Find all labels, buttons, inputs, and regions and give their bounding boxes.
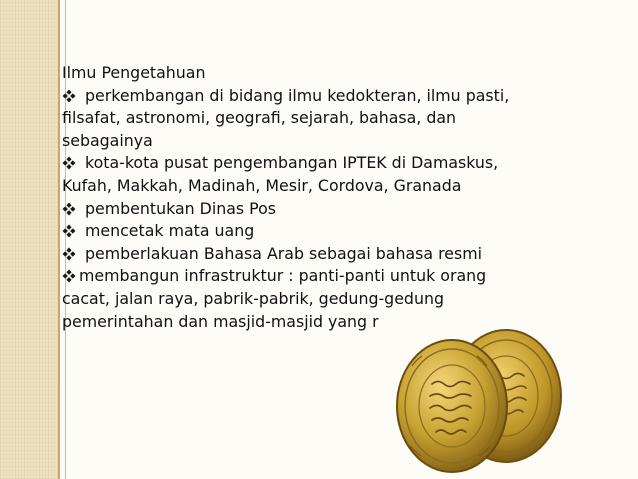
line-text: cacat, jalan raya, pabrik-pabrik, gedung-gedung: [62, 288, 445, 308]
line-text: pemberlakuan Bahasa Arab sebagai bahasa resmi: [85, 243, 482, 263]
bullet-line: [62, 265, 562, 288]
line-text: membangun infrastruktur : panti-panti untuk orang: [79, 266, 487, 286]
continuation-line: [62, 130, 562, 153]
slide-text-block: [62, 62, 562, 333]
gold-coins-image: [392, 326, 564, 476]
bullet-line: [62, 152, 562, 175]
diamond-bullet-icon: [62, 269, 76, 283]
diamond-bullet-icon: [62, 156, 76, 170]
bullet-line: [62, 220, 562, 243]
continuation-line: [62, 107, 562, 130]
line-text: pemerintahan dan masjid-masjid yang r: [62, 311, 379, 331]
decorative-side-band: [0, 0, 58, 479]
side-band-rule: [58, 0, 60, 479]
bullet-line: [62, 198, 562, 221]
dinar-coin-front: [397, 340, 507, 472]
line-text: perkembangan di bidang ilmu kedokteran, ilmu pasti,: [85, 85, 510, 105]
continuation-line: [62, 288, 562, 311]
bullet-line: [62, 85, 562, 108]
diamond-bullet-icon: [62, 247, 76, 261]
diamond-bullet-icon: [62, 224, 76, 238]
line-text: mencetak mata uang: [85, 221, 255, 241]
diamond-bullet-icon: [62, 89, 76, 103]
continuation-line: [62, 175, 562, 198]
diamond-bullet-icon: [62, 202, 76, 216]
line-text: pembentukan Dinas Pos: [85, 198, 277, 218]
line-text: kota-kota pusat pengembangan IPTEK di Damaskus,: [85, 153, 499, 173]
line-text: filsafat, astronomi, geografi, sejarah, bahasa, dan: [62, 108, 457, 128]
line-text: sebagainya: [62, 130, 153, 150]
line-text: Kufah, Makkah, Madinah, Mesir, Cordova, Granada: [62, 175, 462, 195]
bullet-line: [62, 243, 562, 266]
slide-heading: Ilmu Pengetahuan: [62, 63, 206, 82]
